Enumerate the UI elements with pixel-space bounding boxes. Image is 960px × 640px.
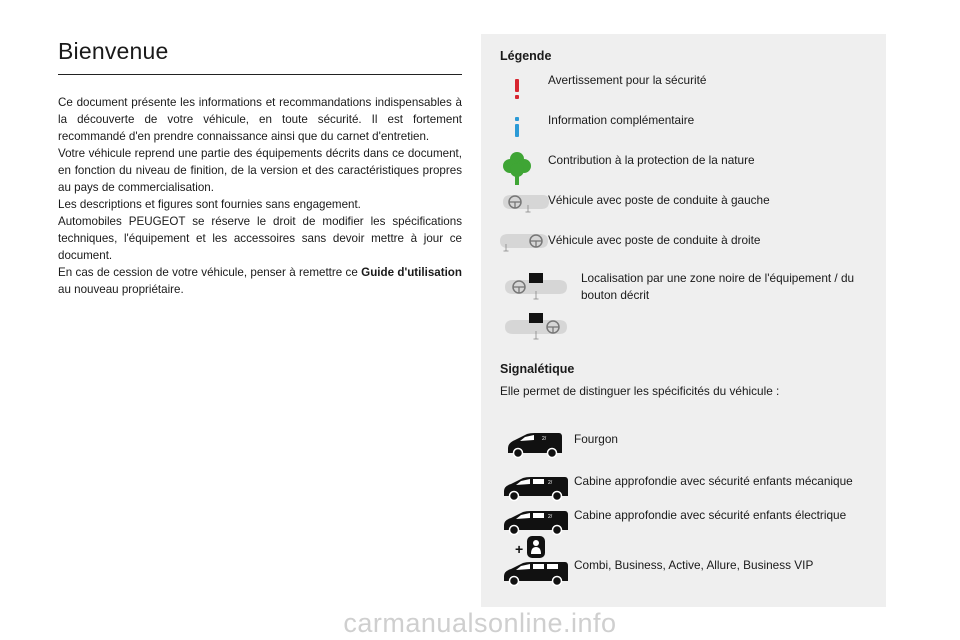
intro-section (58, 36, 462, 298)
intro-paragraph-last (58, 264, 462, 298)
info-icon (511, 116, 523, 138)
van-cabine-mecanique-icon (501, 474, 571, 502)
signaletique-title: Signalétique (500, 362, 575, 376)
dashboard-location-right-icon (503, 310, 573, 344)
svg-text:2/: 2/ (542, 436, 547, 442)
guide-name: Guide d'utilisation (361, 266, 462, 279)
signaletique-item-text: Fourgon (574, 432, 618, 446)
exclamation-icon (511, 78, 523, 100)
intro-body (58, 94, 462, 298)
van-combi-icon (501, 559, 571, 587)
svg-text:2/: 2/ (548, 514, 553, 520)
last-paragraph-start: En cas de cession de votre véhicule, penser à remettre ce (58, 266, 362, 279)
legend-title: Légende (500, 49, 552, 63)
legend-panel (481, 34, 886, 607)
intro-paragraph: Les descriptions et figures sont fournies sans engagement. (58, 198, 361, 211)
signaletique-item-text: Cabine approfondie avec sécurité enfants mécanique (574, 474, 853, 488)
legend-item-text: Avertissement pour la sécurité (548, 73, 707, 87)
legend-item-text: Localisation par une zone noire de l'équipement / du bouton décrit (581, 271, 855, 302)
legend-item-text: Contribution à la protection de la nature (548, 153, 755, 167)
legend-item-text: Véhicule avec poste de conduite à droite (548, 233, 761, 247)
intro-paragraph: Automobiles PEUGEOT se réserve le droit de modifier les spécifications techniques, l'équipement et les accessoires sans devoir mettre à jour ce document. (58, 215, 462, 262)
signaletique-intro: Elle permet de distinguer les spécificités du véhicule : (500, 384, 780, 398)
dashboard-location-left-icon (503, 270, 573, 304)
signaletique-item-text: Combi, Business, Active, Allure, Business VIP (574, 558, 814, 572)
tree-icon (503, 151, 531, 187)
legend-item-text: Véhicule avec poste de conduite à gauche (548, 193, 770, 207)
intro-paragraph: Ce document présente les informations et recommandations indispensables à la découverte de votre véhicule, en toute sécurité. Il est fortement recommandé d'en prendre connaissance ainsi que du carnet d'entretien. (58, 96, 462, 143)
legend-item-text: Information complémentaire (548, 113, 695, 127)
watermark: carmanualsonline.info (343, 608, 617, 638)
page-title: Bienvenue (58, 38, 169, 64)
van-fourgon-icon (505, 429, 565, 459)
child-lock-icon (515, 534, 547, 560)
last-paragraph-end: au nouveau propriétaire. (58, 283, 184, 296)
title-divider (58, 74, 462, 75)
signaletique-item-text: Cabine approfondie avec sécurité enfants électrique (574, 508, 847, 522)
intro-paragraph: Votre véhicule reprend une partie des équipements décrits dans ce document, en fonction du niveau de finition, de la version et des caractéristiques propres au pays de commercialisation. (58, 147, 462, 194)
van-cabine-electrique-icon (501, 508, 571, 536)
svg-text:2/: 2/ (548, 480, 553, 486)
svg-text:+: + (515, 541, 524, 557)
